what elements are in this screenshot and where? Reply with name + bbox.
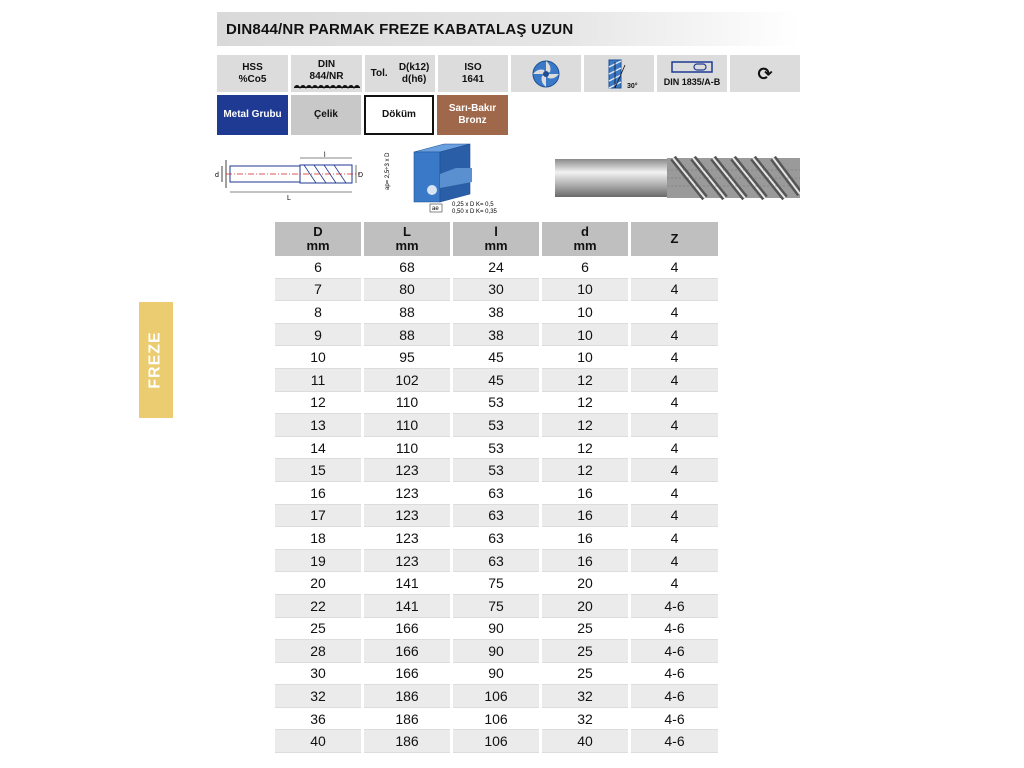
- table-cell: 20: [542, 595, 628, 618]
- ae-label: ae: [432, 206, 439, 212]
- standard-cell: [291, 55, 362, 92]
- helix-angle-icon: [595, 57, 643, 91]
- side-tab-label: FREZE: [147, 331, 165, 389]
- material-line-2: %Co5: [238, 73, 267, 85]
- table-cell: 88: [364, 301, 450, 324]
- table-row: [275, 301, 718, 324]
- table-cell: 16: [542, 550, 628, 573]
- table-cell: 4: [631, 437, 718, 460]
- table-row: [275, 369, 718, 392]
- table-cell: 4: [631, 369, 718, 392]
- material-line-1: HSS: [242, 61, 263, 73]
- shank-cell: [657, 55, 727, 92]
- column-symbol: Z: [670, 231, 679, 246]
- table-cell: 123: [364, 459, 450, 482]
- table-cell: 166: [364, 618, 450, 641]
- table-cell: 186: [364, 708, 450, 731]
- tolerance-line-2: d(h6): [401, 73, 427, 85]
- end-mill-image: [555, 156, 800, 200]
- table-cell: 90: [453, 663, 539, 686]
- group-celik: [291, 95, 361, 135]
- flute-cross-section-icon: [526, 58, 566, 90]
- table-cell: 53: [453, 414, 539, 437]
- standard-line-1: DIN: [317, 58, 336, 70]
- table-cell: 17: [275, 505, 361, 528]
- table-cell: 14: [275, 437, 361, 460]
- table-cell: 25: [275, 618, 361, 641]
- column-symbol: d: [581, 224, 589, 239]
- table-row: [275, 618, 718, 641]
- table-cell: 11: [275, 369, 361, 392]
- table-cell: 4: [631, 527, 718, 550]
- table-cell: 123: [364, 505, 450, 528]
- table-cell: 30: [275, 663, 361, 686]
- table-cell: 16: [542, 505, 628, 528]
- table-row: [275, 640, 718, 663]
- table-row: [275, 324, 718, 347]
- table-cell: 95: [364, 346, 450, 369]
- table-cell: 32: [542, 685, 628, 708]
- group-bronz-label: Sarı-Bakır Bronz: [448, 103, 497, 126]
- table-cell: 16: [542, 527, 628, 550]
- table-cell: 90: [453, 640, 539, 663]
- table-cell: 38: [453, 301, 539, 324]
- table-row: [275, 346, 718, 369]
- rotation-cell: [730, 55, 800, 92]
- table-cell: 4: [631, 346, 718, 369]
- table-cell: 4: [631, 256, 718, 279]
- tolerance-label: Tol.: [370, 67, 388, 79]
- table-cell: 166: [364, 663, 450, 686]
- table-cell: 106: [453, 708, 539, 731]
- column-header: [275, 222, 361, 256]
- table-cell: 63: [453, 527, 539, 550]
- group-dokum: [364, 95, 434, 135]
- table-cell: 123: [364, 527, 450, 550]
- table-cell: 38: [453, 324, 539, 347]
- table-cell: 63: [453, 505, 539, 528]
- table-cell: 4-6: [631, 640, 718, 663]
- table-cell: 45: [453, 346, 539, 369]
- column-header: [453, 222, 539, 256]
- table-cell: 12: [542, 437, 628, 460]
- table-cell: 75: [453, 595, 539, 618]
- iso-line-2: 1641: [461, 73, 485, 85]
- table-cell: 25: [542, 640, 628, 663]
- table-cell: 8: [275, 301, 361, 324]
- table-cell: 25: [542, 663, 628, 686]
- table-cell: 10: [542, 279, 628, 302]
- table-row: [275, 730, 718, 753]
- table-cell: 10: [542, 324, 628, 347]
- table-cell: 40: [275, 730, 361, 753]
- table-header-row: [275, 222, 718, 256]
- table-cell: 80: [364, 279, 450, 302]
- cutting-depth-label: ap= 2,5÷3 x D: [385, 152, 391, 190]
- table-cell: 141: [364, 572, 450, 595]
- column-unit: mm: [573, 238, 597, 253]
- table-cell: 25: [542, 618, 628, 641]
- table-row: [275, 459, 718, 482]
- column-header: [542, 222, 628, 256]
- table-cell: 110: [364, 392, 450, 415]
- table-cell: 13: [275, 414, 361, 437]
- table-cell: 106: [453, 730, 539, 753]
- table-cell: 12: [542, 459, 628, 482]
- table-cell: 63: [453, 482, 539, 505]
- standard-line-2: 844/NR: [309, 70, 344, 82]
- helix-cell: [584, 55, 654, 92]
- column-header: [364, 222, 450, 256]
- table-cell: 88: [364, 324, 450, 347]
- technical-drawing: [212, 150, 372, 202]
- tolerance-line-1: D(k12): [398, 61, 430, 73]
- cutting-diagram: [380, 142, 530, 220]
- column-header: [631, 222, 718, 256]
- table-cell: 32: [275, 685, 361, 708]
- table-cell: 40: [542, 730, 628, 753]
- column-symbol: L: [403, 224, 411, 239]
- table-cell: 75: [453, 572, 539, 595]
- table-cell: 4: [631, 572, 718, 595]
- table-cell: 15: [275, 459, 361, 482]
- table-body: [275, 256, 718, 753]
- table-row: [275, 437, 718, 460]
- table-cell: 12: [542, 392, 628, 415]
- table-cell: 68: [364, 256, 450, 279]
- table-cell: 4-6: [631, 663, 718, 686]
- table-cell: 10: [275, 346, 361, 369]
- table-cell: 30: [453, 279, 539, 302]
- table-row: [275, 708, 718, 731]
- side-tab: [139, 302, 173, 418]
- table-cell: 45: [453, 369, 539, 392]
- material-cell: [217, 55, 288, 92]
- table-cell: 22: [275, 595, 361, 618]
- table-cell: 6: [275, 256, 361, 279]
- table-cell: 16: [542, 482, 628, 505]
- table-cell: 123: [364, 482, 450, 505]
- tolerance-cell: [365, 55, 435, 92]
- k-line-1: 0,25 x D K= 0,5: [452, 202, 494, 208]
- table-cell: 36: [275, 708, 361, 731]
- shank-icon: [670, 60, 714, 74]
- table-cell: 4: [631, 505, 718, 528]
- iso-cell: [438, 55, 508, 92]
- table-cell: 102: [364, 369, 450, 392]
- rotation-icon: ⟳: [757, 63, 773, 84]
- table-cell: 9: [275, 324, 361, 347]
- column-unit: mm: [306, 238, 330, 253]
- table-cell: 20: [542, 572, 628, 595]
- table-cell: 110: [364, 414, 450, 437]
- wavy-edge-icon: [294, 83, 360, 89]
- table-row: [275, 279, 718, 302]
- iso-line-1: ISO: [464, 61, 482, 73]
- table-cell: 63: [453, 550, 539, 573]
- table-cell: 19: [275, 550, 361, 573]
- table-cell: 4-6: [631, 685, 718, 708]
- table-row: [275, 482, 718, 505]
- drawing-l-label: l: [324, 152, 326, 159]
- spec-table: [272, 222, 721, 753]
- column-unit: mm: [484, 238, 508, 253]
- table-cell: 141: [364, 595, 450, 618]
- flute-cell: [511, 55, 581, 92]
- table-cell: 10: [542, 346, 628, 369]
- table-cell: 53: [453, 392, 539, 415]
- group-metal: [217, 95, 288, 135]
- table-row: [275, 414, 718, 437]
- table-row: [275, 392, 718, 415]
- table-cell: 4: [631, 550, 718, 573]
- table-cell: 4: [631, 392, 718, 415]
- table-cell: 166: [364, 640, 450, 663]
- table-cell: 4-6: [631, 730, 718, 753]
- table-cell: 4-6: [631, 595, 718, 618]
- column-symbol: D: [313, 224, 323, 239]
- table-cell: 18: [275, 527, 361, 550]
- table-cell: 4: [631, 482, 718, 505]
- table-cell: 12: [542, 369, 628, 392]
- drawing-D-label: D: [358, 172, 364, 179]
- table-row: [275, 505, 718, 528]
- page-title: DIN844/NR PARMAK FREZE KABATALAŞ UZUN: [226, 21, 574, 38]
- table-cell: 10: [542, 301, 628, 324]
- table-cell: 4-6: [631, 618, 718, 641]
- table-cell: 186: [364, 730, 450, 753]
- table-row: [275, 572, 718, 595]
- drawing-d-label: d: [215, 172, 219, 179]
- group-celik-label: Çelik: [314, 109, 338, 120]
- table-row: [275, 595, 718, 618]
- table-cell: 16: [275, 482, 361, 505]
- table-cell: 4: [631, 279, 718, 302]
- group-bronz: [437, 95, 508, 135]
- table-cell: 186: [364, 685, 450, 708]
- column-symbol: l: [494, 224, 498, 239]
- group-dokum-label: Döküm: [382, 109, 416, 120]
- table-cell: 4-6: [631, 708, 718, 731]
- table-cell: 4: [631, 459, 718, 482]
- shank-label: DIN 1835/A-B: [663, 76, 721, 87]
- table-cell: 4: [631, 324, 718, 347]
- table-cell: 4: [631, 414, 718, 437]
- table-cell: 24: [453, 256, 539, 279]
- table-row: [275, 527, 718, 550]
- table-cell: 106: [453, 685, 539, 708]
- group-metal-label: Metal Grubu: [223, 109, 282, 120]
- table-cell: 6: [542, 256, 628, 279]
- table-cell: 123: [364, 550, 450, 573]
- helix-angle-label: 30°: [627, 82, 638, 90]
- table-cell: 53: [453, 459, 539, 482]
- title-bar: [217, 12, 800, 46]
- table-cell: 110: [364, 437, 450, 460]
- table-cell: 28: [275, 640, 361, 663]
- table-row: [275, 663, 718, 686]
- table-cell: 4: [631, 301, 718, 324]
- k-line-2: 0,50 x D K= 0,35: [452, 209, 497, 215]
- column-unit: mm: [395, 238, 419, 253]
- table-cell: 7: [275, 279, 361, 302]
- table-cell: 20: [275, 572, 361, 595]
- table-row: [275, 685, 718, 708]
- table-row: [275, 256, 718, 279]
- drawing-L-label: L: [287, 195, 291, 202]
- table-cell: 32: [542, 708, 628, 731]
- table-cell: 53: [453, 437, 539, 460]
- table-row: [275, 550, 718, 573]
- table-cell: 12: [542, 414, 628, 437]
- table-cell: 12: [275, 392, 361, 415]
- table-cell: 90: [453, 618, 539, 641]
